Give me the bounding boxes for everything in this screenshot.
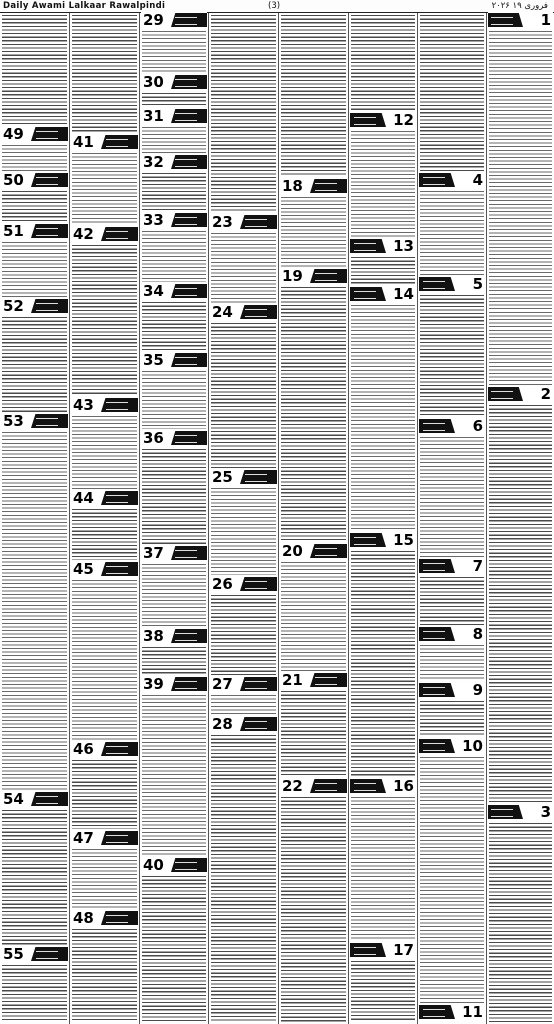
ad-heading-bar (171, 109, 207, 123)
ad-number: 37 (143, 545, 164, 562)
ad-number: 14 (393, 286, 414, 303)
classified-ad-heading (210, 676, 277, 693)
classified-ad-heading (141, 676, 207, 693)
ad-number: 23 (212, 214, 233, 231)
ad-number: 30 (143, 74, 164, 91)
classified-ad-heading (350, 238, 416, 255)
ad-heading-bar (171, 431, 207, 445)
classified-ad-heading (488, 12, 553, 29)
classified-ad-heading (1, 946, 68, 963)
ad-number: 20 (282, 543, 303, 560)
ad-heading-bar (101, 742, 138, 756)
column-rule (278, 13, 279, 1024)
classified-ad-heading (419, 172, 485, 189)
ad-heading-bar (350, 779, 386, 793)
ad-body-text (142, 230, 206, 282)
ad-body-text (281, 196, 346, 267)
ad-body-text (489, 822, 552, 1022)
classified-ad-heading (210, 214, 277, 231)
ad-number: 35 (143, 352, 164, 369)
classified-ad-heading (1, 413, 68, 430)
ad-heading-bar (488, 13, 523, 27)
ad-number: 22 (282, 778, 303, 795)
classified-ad-heading (141, 352, 207, 369)
classified-ad-heading (210, 304, 277, 321)
ad-heading-bar (31, 947, 68, 961)
ad-heading-bar (240, 577, 277, 591)
ad-number: 46 (73, 741, 94, 758)
ad-heading-bar (171, 353, 207, 367)
classified-ad-heading (280, 178, 347, 195)
ad-heading-bar (310, 544, 347, 558)
classified-ad-heading (71, 397, 138, 414)
classified-ad-heading (350, 942, 416, 959)
ad-number: 54 (3, 791, 24, 808)
classified-ad-heading (141, 857, 207, 874)
classified-ad-heading (1, 298, 68, 315)
ad-body-text (142, 30, 206, 73)
classified-ad-heading (71, 134, 138, 151)
ad-heading-bar (171, 284, 207, 298)
ad-number: 50 (3, 172, 24, 189)
ad-body-text (142, 370, 206, 429)
ad-heading-bar (171, 213, 207, 227)
column-rule (69, 13, 70, 1024)
ad-heading-bar (31, 299, 68, 313)
ad-body-text (72, 152, 137, 225)
ad-body-text (351, 130, 415, 237)
ad-body-text (420, 700, 484, 737)
ad-number: 39 (143, 676, 164, 693)
classified-ad-heading (1, 791, 68, 808)
classified-ad-heading (419, 1004, 485, 1021)
ad-body-text (2, 144, 67, 171)
ad-heading-bar (488, 805, 523, 819)
classified-ad-heading (210, 469, 277, 486)
ad-number: 6 (472, 418, 483, 435)
ad-heading-bar (240, 677, 277, 691)
ad-number: 52 (3, 298, 24, 315)
classified-ad-heading (488, 386, 553, 403)
ad-heading-bar (419, 739, 455, 753)
column-rule (417, 13, 418, 1024)
ad-body-text (420, 644, 484, 681)
ad-body-text (281, 561, 346, 671)
column-rule (348, 13, 349, 1024)
ad-body-text (211, 14, 276, 213)
ad-heading-bar (419, 559, 455, 573)
ad-body-text (211, 734, 276, 1022)
ad-number: 28 (212, 716, 233, 733)
classified-ad-heading (141, 154, 207, 171)
ad-heading-bar (31, 173, 68, 187)
ad-body-text (420, 756, 484, 1003)
ad-heading-bar (31, 792, 68, 806)
classified-ad-heading (1, 126, 68, 143)
ad-body-text (420, 294, 484, 417)
ad-number: 24 (212, 304, 233, 321)
classified-ad-heading (141, 212, 207, 229)
ad-body-text (72, 759, 137, 829)
ad-number: 33 (143, 212, 164, 229)
ad-heading-bar (101, 227, 138, 241)
classified-ad-heading (350, 532, 416, 549)
ad-body-text (351, 256, 415, 285)
ad-number: 12 (393, 112, 414, 129)
classified-ad-heading (419, 626, 485, 643)
classified-ad-heading (350, 286, 416, 303)
ad-heading-bar (31, 224, 68, 238)
ad-heading-bar (310, 269, 347, 283)
ad-heading-bar (419, 419, 455, 433)
ad-number: 43 (73, 397, 94, 414)
ad-heading-bar (101, 831, 138, 845)
ad-number: 44 (73, 490, 94, 507)
masthead-title: Daily Awami Lalkaar Rawalpindi (3, 1, 166, 11)
ad-number: 18 (282, 178, 303, 195)
ad-body-text (351, 960, 415, 1022)
ad-number: 17 (393, 942, 414, 959)
column-rule (486, 13, 487, 1024)
ad-heading-bar (240, 717, 277, 731)
ad-body-text (489, 404, 552, 803)
classified-ad-heading (71, 830, 138, 847)
ad-body-text (2, 190, 67, 222)
ad-body-text (420, 436, 484, 557)
ad-heading-bar (31, 127, 68, 141)
classified-ad-heading (419, 418, 485, 435)
ad-body-text (72, 415, 137, 489)
ad-heading-bar (310, 779, 347, 793)
ad-body-text (72, 848, 137, 909)
ad-body-text (142, 694, 206, 856)
classified-ad-heading (280, 543, 347, 560)
ad-number: 25 (212, 469, 233, 486)
classified-ad-heading (419, 558, 485, 575)
ad-number: 26 (212, 576, 233, 593)
page-header (0, 0, 554, 13)
ad-number: 38 (143, 628, 164, 645)
classified-ad-heading (71, 741, 138, 758)
ad-heading-bar (171, 13, 207, 27)
ad-heading-bar (171, 155, 207, 169)
ad-heading-bar (101, 491, 138, 505)
ad-body-text (2, 431, 67, 790)
ad-heading-bar (171, 629, 207, 643)
ad-heading-bar (350, 239, 386, 253)
ad-number: 31 (143, 108, 164, 125)
ad-heading-bar (350, 287, 386, 301)
ad-body-text (351, 550, 415, 777)
ad-body-text (211, 694, 276, 715)
ad-number: 7 (472, 558, 483, 575)
ad-number: 10 (462, 738, 483, 755)
classified-ad-heading (280, 672, 347, 689)
ad-number: 42 (73, 226, 94, 243)
ad-heading-bar (171, 677, 207, 691)
ad-heading-bar (171, 858, 207, 872)
ad-heading-bar (240, 470, 277, 484)
ad-body-text (489, 30, 552, 385)
ad-heading-bar (240, 305, 277, 319)
ad-heading-bar (350, 943, 386, 957)
ad-number: 47 (73, 830, 94, 847)
ad-body-text (142, 301, 206, 351)
ad-number: 15 (393, 532, 414, 549)
ad-number: 2 (540, 386, 551, 403)
ad-body-text (420, 190, 484, 275)
ad-heading-bar (419, 173, 455, 187)
classified-ad-heading (1, 172, 68, 189)
ad-number: 21 (282, 672, 303, 689)
classified-ad-heading (141, 628, 207, 645)
ad-heading-bar (419, 627, 455, 641)
ad-heading-bar (240, 215, 277, 229)
ad-number: 41 (73, 134, 94, 151)
classified-ad-heading (280, 268, 347, 285)
classified-ad-heading (210, 576, 277, 593)
ad-body-text (351, 304, 415, 531)
ad-heading-bar (310, 673, 347, 687)
ad-number: 51 (3, 223, 24, 240)
ad-heading-bar (31, 414, 68, 428)
ad-number: 16 (393, 778, 414, 795)
ad-heading-bar (101, 135, 138, 149)
ad-body-text (142, 448, 206, 544)
ad-body-text (72, 579, 137, 740)
ad-heading-bar (171, 75, 207, 89)
ad-number: 34 (143, 283, 164, 300)
classified-ad-heading (350, 778, 416, 795)
ad-number: 45 (73, 561, 94, 578)
ad-body-text (142, 563, 206, 627)
classified-ad-heading (141, 283, 207, 300)
ad-number: 11 (462, 1004, 483, 1021)
ad-number: 9 (472, 682, 483, 699)
ad-number: 3 (540, 804, 551, 821)
ad-body-text (72, 14, 137, 133)
column-rule (208, 13, 209, 1024)
ad-heading-bar (419, 277, 455, 291)
column-rule (139, 13, 140, 1024)
classified-ad-heading (71, 910, 138, 927)
ad-body-text (281, 14, 346, 177)
page-number: (3) (268, 1, 281, 11)
ad-number: 4 (472, 172, 483, 189)
classified-ad-heading (71, 490, 138, 507)
ad-body-text (351, 14, 415, 111)
ad-body-text (2, 241, 67, 297)
ad-body-text (211, 487, 276, 575)
ad-number: 19 (282, 268, 303, 285)
ad-body-text (72, 244, 137, 396)
ad-body-text (142, 126, 206, 153)
ad-body-text (351, 796, 415, 941)
ad-body-text (142, 646, 206, 675)
ad-heading-bar (350, 533, 386, 547)
ad-heading-bar (101, 562, 138, 576)
ad-body-text (2, 964, 67, 1022)
ad-heading-bar (171, 546, 207, 560)
ad-number: 49 (3, 126, 24, 143)
ad-body-text (72, 928, 137, 1022)
ad-heading-bar (101, 398, 138, 412)
ad-number: 29 (143, 12, 164, 29)
ad-number: 27 (212, 676, 233, 693)
ad-body-text (2, 809, 67, 945)
classified-ad-heading (419, 738, 485, 755)
ad-heading-bar (419, 683, 455, 697)
ad-number: 13 (393, 238, 414, 255)
ad-number: 36 (143, 430, 164, 447)
ad-number: 48 (73, 910, 94, 927)
classified-ad-heading (71, 226, 138, 243)
classified-ad-heading (488, 804, 553, 821)
ad-body-text (420, 576, 484, 625)
classified-ad-heading (280, 778, 347, 795)
classified-ad-heading (141, 108, 207, 125)
classified-ad-heading (419, 276, 485, 293)
classified-ad-heading (71, 561, 138, 578)
ad-heading-bar (101, 911, 138, 925)
ad-heading-bar (350, 113, 386, 127)
ad-body-text (142, 875, 206, 1022)
ad-body-text (2, 316, 67, 412)
classified-ad-heading (141, 12, 207, 29)
classified-ad-heading (350, 112, 416, 129)
ad-body-text (211, 594, 276, 675)
ad-number: 40 (143, 857, 164, 874)
classified-ad-heading (210, 716, 277, 733)
ad-body-text (420, 14, 484, 171)
ad-heading-bar (310, 179, 347, 193)
ad-number: 8 (472, 626, 483, 643)
ad-number: 55 (3, 946, 24, 963)
ad-number: 5 (472, 276, 483, 293)
date-line: ۲۰۲۶ فروری ۱۹ (491, 1, 548, 11)
classified-ad-heading (419, 682, 485, 699)
ad-heading-bar (419, 1005, 455, 1019)
ad-body-text (2, 14, 67, 125)
ad-heading-bar (488, 387, 523, 401)
ad-body-text (72, 508, 137, 560)
classified-ad-heading (1, 223, 68, 240)
ad-body-text (281, 796, 346, 1022)
ad-number: 53 (3, 413, 24, 430)
ad-body-text (211, 322, 276, 468)
ad-body-text (142, 92, 206, 107)
ad-body-text (281, 286, 346, 542)
ad-body-text (281, 690, 346, 777)
ad-body-text (211, 232, 276, 303)
ad-number: 32 (143, 154, 164, 171)
ad-number: 1 (540, 12, 551, 29)
classified-ad-heading (141, 430, 207, 447)
ad-body-text (142, 172, 206, 211)
classified-ad-heading (141, 545, 207, 562)
classified-ad-heading (141, 74, 207, 91)
